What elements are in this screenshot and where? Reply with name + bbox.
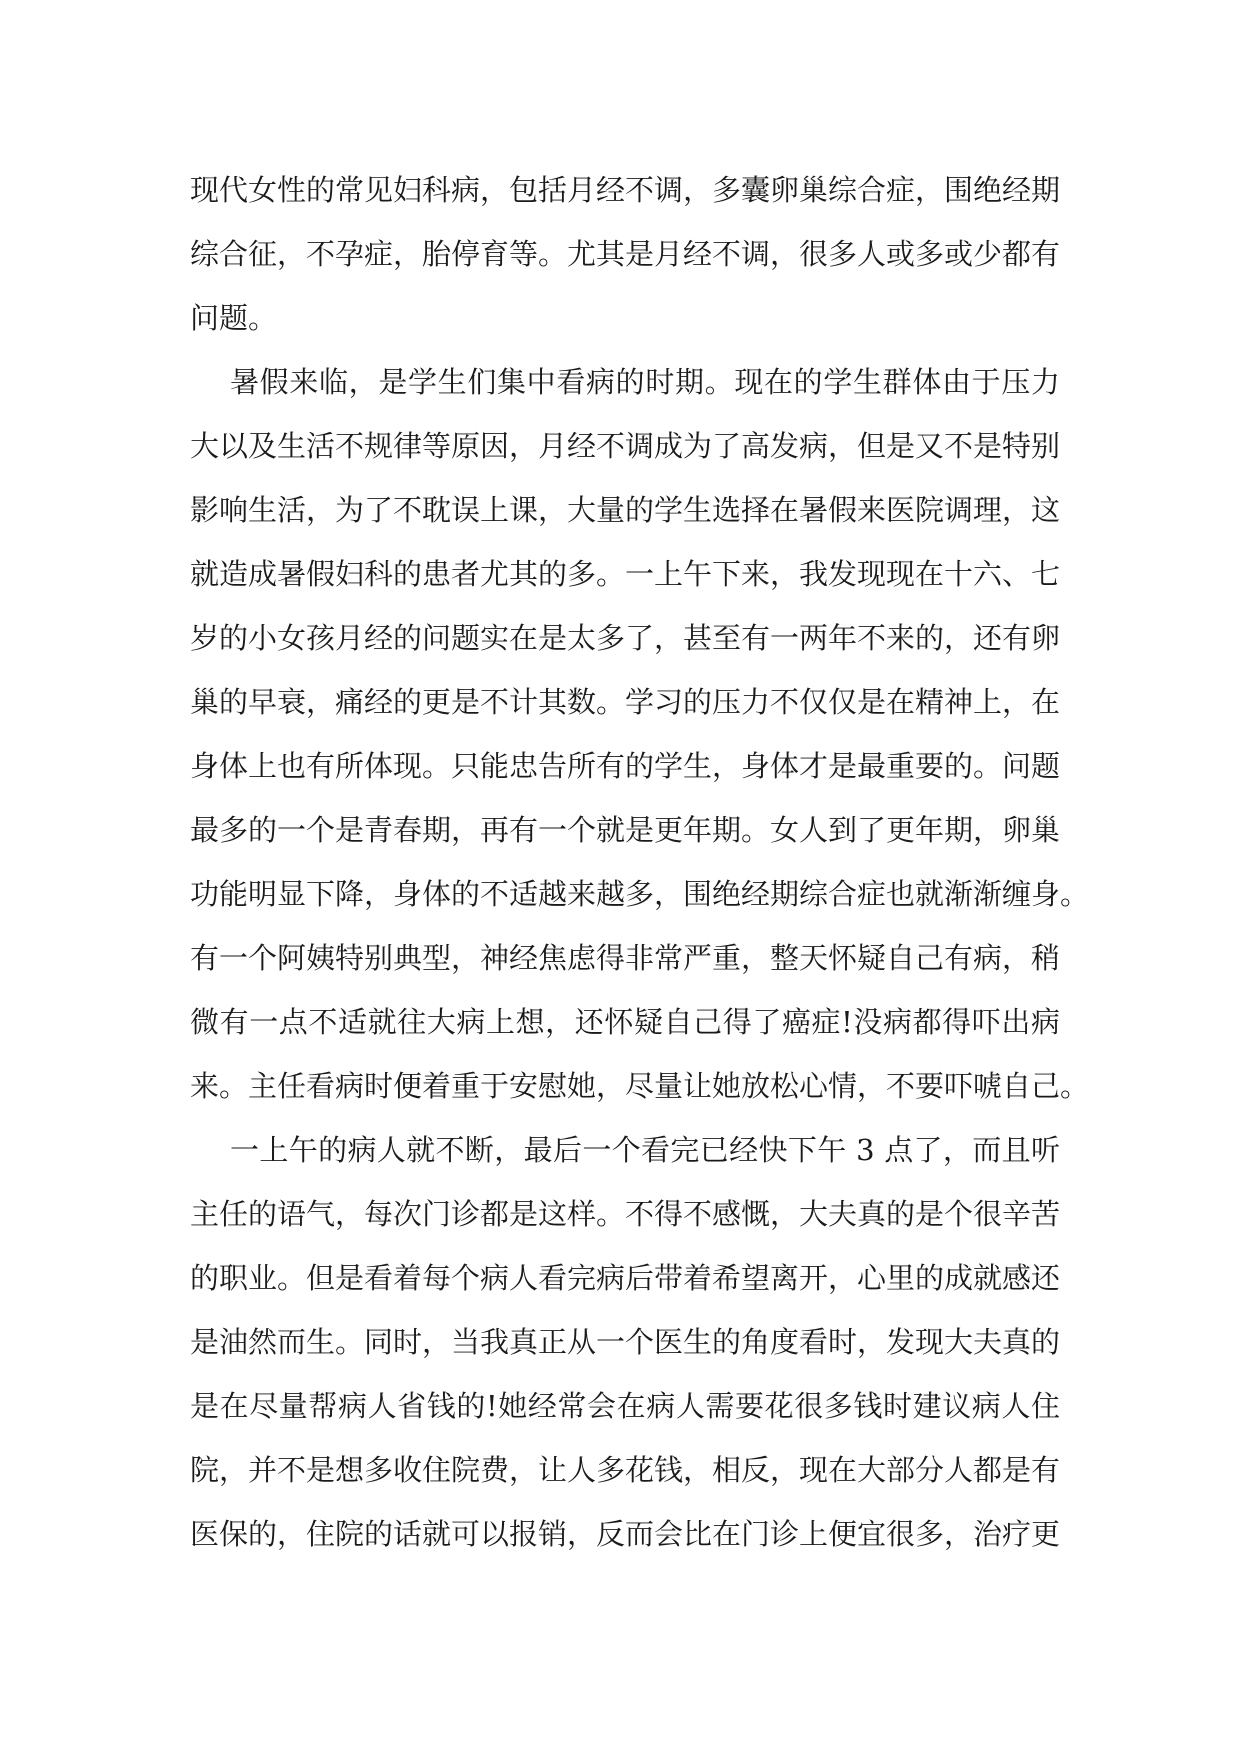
document-body [190, 158, 1090, 1566]
text-line: 院，并不是想多收住院费，让人多花钱，相反，现在大部分人都是有 [190, 1453, 1061, 1487]
text-line: 微有一点不适就往大病上想，还怀疑自己得了癌症!没病都得吓出病 [190, 1005, 1060, 1039]
paragraph [190, 158, 1060, 350]
text-line: 来。主任看病时便着重于安慰她，尽量让她放松心情，不要吓唬自己。 [190, 1069, 1090, 1103]
text-line: 暑假来临，是学生们集中看病的时期。现在的学生群体由于压力 [230, 365, 1060, 399]
text-line: 是在尽量帮病人省钱的!她经常会在病人需要花很多钱时建议病人住 [190, 1389, 1060, 1423]
text-line: 现代女性的常见妇科病，包括月经不调，多囊卵巢综合症，围绝经期 [190, 173, 1061, 207]
text-line: 功能明显下降，身体的不适越来越多，围绝经期综合症也就渐渐缠身。 [190, 877, 1090, 911]
text-line: 是油然而生。同时，当我真正从一个医生的角度看时，发现大夫真的 [190, 1325, 1061, 1359]
text-line: 巢的早衰，痛经的更是不计其数。学习的压力不仅仅是在精神上，在 [190, 685, 1061, 719]
text-line: 就造成暑假妇科的患者尤其的多。一上午下来，我发现现在十六、七 [190, 557, 1061, 591]
text-line: 影响生活，为了不耽误上课，大量的学生选择在暑假来医院调理，这 [190, 493, 1061, 527]
text-line: 的职业。但是看着每个病人看完病后带着希望离开，心里的成就感还 [190, 1261, 1061, 1295]
paragraph [190, 350, 1090, 1118]
text-line: 有一个阿姨特别典型，神经焦虑得非常严重，整天怀疑自己有病，稍 [190, 941, 1061, 975]
text-line: 综合征，不孕症，胎停育等。尤其是月经不调，很多人或多或少都有 [190, 237, 1061, 271]
text-line: 一上午的病人就不断，最后一个看完已经快下午 3 点了，而且听 [230, 1133, 1060, 1167]
text-line: 最多的一个是青春期，再有一个就是更年期。女人到了更年期，卵巢 [190, 813, 1061, 847]
paragraph [190, 1118, 1060, 1566]
text-line: 大以及生活不规律等原因，月经不调成为了高发病，但是又不是特别 [190, 429, 1061, 463]
text-line: 主任的语气，每次门诊都是这样。不得不感慨，大夫真的是个很辛苦 [190, 1197, 1061, 1231]
text-line: 身体上也有所体现。只能忠告所有的学生，身体才是最重要的。问题 [190, 749, 1061, 783]
text-line: 问题。 [190, 301, 278, 335]
text-line: 医保的，住院的话就可以报销，反而会比在门诊上便宜很多，治疗更 [190, 1517, 1061, 1551]
text-line: 岁的小女孩月经的问题实在是太多了，甚至有一两年不来的，还有卵 [190, 621, 1061, 655]
